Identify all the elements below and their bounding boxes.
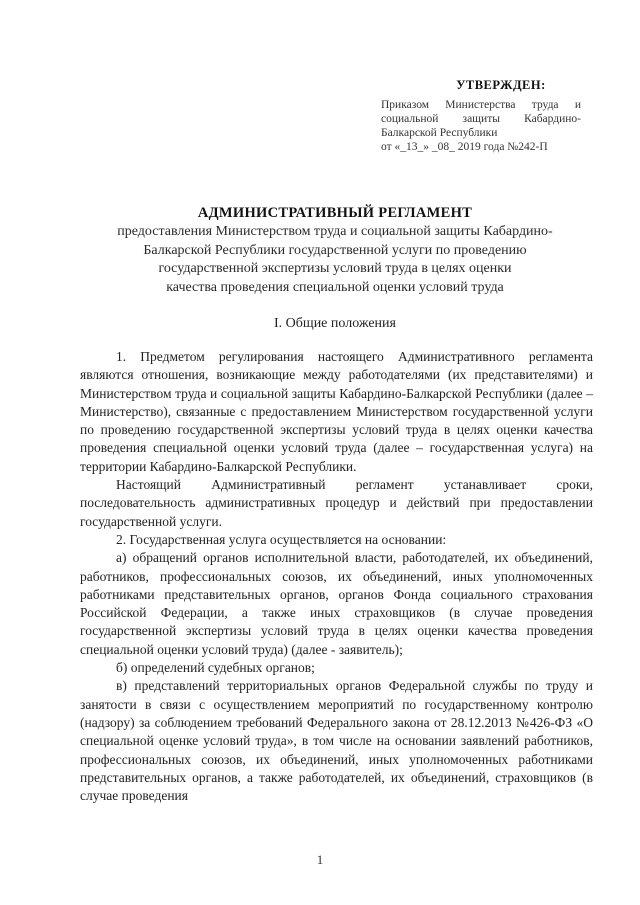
document-body — [80, 348, 593, 805]
subtitle-line: государственной экспертизы условий труда в целях оценки — [158, 261, 512, 276]
approval-line: от «_13_» _08_ 2019 года №242-П — [381, 141, 548, 153]
approval-stamp — [381, 78, 581, 154]
page-number: 1 — [316, 852, 324, 867]
subtitle-line: предоставления Министерством труда и социальной защиты Кабардино- — [117, 224, 553, 239]
paragraph: Настоящий Административный регламент устанавливает сроки, последовательность административных процедур и действий при предоставлении государственной услуги. — [80, 477, 593, 529]
paragraph: б) определений судебных органов; — [116, 660, 315, 676]
paragraph: 1. Предметом регулирования настоящего Административного регламента являются отношения, возникающие между работодателями (их представителями) и Министерством труда и социальной защиты Кабардино-Балкарской Республики (далее – Министерство), связанные с предоставлением Министерством государственной услуги по проведению государственной экспертизы условий труда в целях оценки качества проведения специальной оценки условий труда (далее – государственная услуга) на территории Кабардино-Балкарской Республики. — [80, 349, 593, 474]
paragraph: 2. Государственная услуга осуществляется на основании: — [116, 531, 447, 547]
approval-line: Балкарской Республики — [381, 127, 498, 139]
paragraph: а) обращений органов исполнительной власти, работодателей, их объединений, работников, профессиональных союзов, их объединений, иных уполномоченных работниками представительных органов, органов Фонда социального страхования Российской Федерации, а также иных страховщиков (в случае проведения государственной экспертизы условий труда в целях оценки качества проведения специальной оценки условий труда) (далее - заявитель); — [80, 550, 593, 657]
approval-line: Приказом Министерства труда и — [381, 99, 581, 111]
approval-line: социальной защиты Кабардино- — [381, 113, 581, 125]
subtitle-line: Балкарской Республики государственной услуги по проведению — [143, 242, 527, 258]
approval-heading: УТВЕРЖДЕН: — [456, 78, 546, 92]
document-title: АДМИНИСТРАТИВНЫЙ РЕГЛАМЕНТ — [197, 205, 473, 221]
title-block — [100, 205, 570, 297]
section-title: I. Общие положения — [274, 316, 396, 331]
subtitle-line: качества проведения специальной оценки условий труда — [166, 279, 504, 295]
paragraph: в) представлений территориальных органов Федеральной службы по труду и занятости в связи с осуществлением мероприятий по государственному контролю (надзору) за соблюдением требований Федерального закона от 28.12.2013 №426-ФЗ «О специальной оценке условий труда», в том числе на основании заявлений работников, профессиональных союзов, их объединений, иных уполномоченных работниками представительных органов, а также работодателей, их объединений, страховщиков (в случае проведения — [80, 678, 593, 804]
